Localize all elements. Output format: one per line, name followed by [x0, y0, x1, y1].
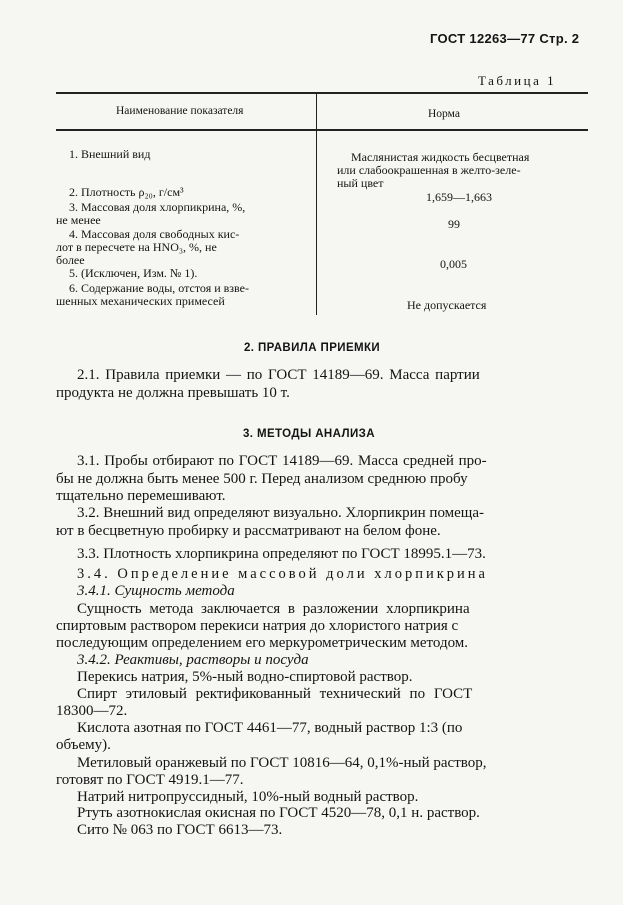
para-3-4-1-line-2: спиртовым раствором перекиси натрия до хлористого натрия с	[56, 618, 459, 634]
reagent-methyl-orange-line-1: Метиловый оранжевый по ГОСТ 10816—64, 0,1%-ный раствор,	[77, 755, 487, 771]
reagent-ethanol-line-1: Спирт этиловый ректификованный технический по ГОСТ	[77, 686, 473, 702]
para-3-4-heading: 3.4. Определение массовой доли хлорпикрина	[77, 566, 488, 582]
row-1-name: 1. Внешний вид	[69, 147, 151, 161]
reagent-ethanol-line-2: 18300—72.	[56, 703, 128, 719]
section-2-line-2: продукта не должна превышать 10 т.	[56, 385, 290, 401]
section-2-line-1: 2.1. Правила приемки — по ГОСТ 14189—69. Масса партии	[77, 367, 480, 383]
row-4-name-line-2: лот в пересчете на HNO₃, %, не	[56, 240, 217, 254]
document-id: ГОСТ 12263—77 Стр. 2	[430, 31, 580, 46]
reagent-nitric-acid-line-1: Кислота азотная по ГОСТ 4461—77, водный раствор 1:3 (по	[77, 720, 463, 736]
para-3-1-line-2: бы не должна быть менее 500 г. Перед анализом среднюю пробу	[56, 471, 468, 487]
section-3-title: 3. МЕТОДЫ АНАЛИЗА	[243, 428, 375, 440]
para-3-2-line-1: 3.2. Внешний вид определяют визуально. Хлорпикрин помеща-	[77, 505, 485, 521]
row-4-name-line-3: более	[56, 253, 85, 267]
row-1-norm-line-2: или слабоокрашенная в желто-зеле-	[337, 163, 521, 177]
row-6-name-line-1: 6. Содержание воды, отстоя и взве-	[69, 281, 249, 295]
row-6-norm: Не допускается	[407, 298, 487, 312]
row-3-name-line-1: 3. Массовая доля хлорпикрина, %,	[69, 200, 246, 214]
row-1-norm-line-1: Маслянистая жидкость бесцветная	[351, 150, 530, 164]
para-3-4-1-line-1: Сущность метода заключается в разложении хлорпикрина	[77, 601, 470, 617]
row-4-norm: 0,005	[440, 257, 467, 271]
column-header-name: Наименование показателя	[116, 105, 244, 117]
row-3-norm: 99	[448, 217, 460, 231]
row-2-norm: 1,659—1,663	[426, 190, 492, 204]
row-1-norm-line-3: ный цвет	[337, 176, 384, 190]
para-3-3: 3.3. Плотность хлорпикрина определяют по ГОСТ 18995.1—73.	[77, 546, 486, 562]
para-3-1-line-1: 3.1. Пробы отбирают по ГОСТ 14189—69. Масса средней про-	[77, 453, 487, 469]
para-3-4-2-heading: 3.4.2. Реактивы, растворы и посуда	[77, 652, 309, 668]
para-3-4-1-line-3: последующим определением его меркурометрическим методом.	[56, 635, 469, 651]
para-3-4-1-heading: 3.4.1. Сущность метода	[77, 583, 235, 599]
table-header-rule	[56, 129, 588, 131]
row-5-name: 5. (Исключен, Изм. № 1).	[69, 266, 198, 280]
row-6-name-line-2: шенных механических примесей	[56, 294, 225, 308]
reagent-nitric-acid-line-2: объему).	[56, 737, 111, 753]
column-header-norm: Норма	[428, 108, 460, 120]
row-3-name-line-2: не менее	[56, 213, 101, 227]
section-2-title: 2. ПРАВИЛА ПРИЕМКИ	[244, 342, 381, 354]
table-column-divider	[316, 92, 317, 315]
reagent-methyl-orange-line-2: готовят по ГОСТ 4919.1—77.	[56, 772, 244, 788]
reagent-sodium-nitroprusside: Натрий нитропруссидный, 10%-ный водный раствор.	[77, 789, 419, 805]
reagent-sodium-peroxide: Перекись натрия, 5%-ный водно-спиртовой раствор.	[77, 669, 413, 685]
table-top-rule	[56, 92, 588, 94]
table-title: Таблица 1	[478, 73, 557, 88]
para-3-2-line-2: ют в бесцветную пробирку и рассматривают на белом фоне.	[56, 523, 441, 539]
reagent-mercury-nitrate: Ртуть азотнокислая окисная по ГОСТ 4520—78, 0,1 н. раствор.	[77, 805, 480, 821]
row-2-name: 2. Плотность ρ₂₀, г/см³	[69, 185, 184, 199]
equipment-sieve: Сито № 063 по ГОСТ 6613—73.	[77, 822, 283, 838]
para-3-1-line-3: тщательно перемешивают.	[56, 488, 226, 504]
row-4-name-line-1: 4. Массовая доля свободных кис-	[69, 227, 240, 241]
